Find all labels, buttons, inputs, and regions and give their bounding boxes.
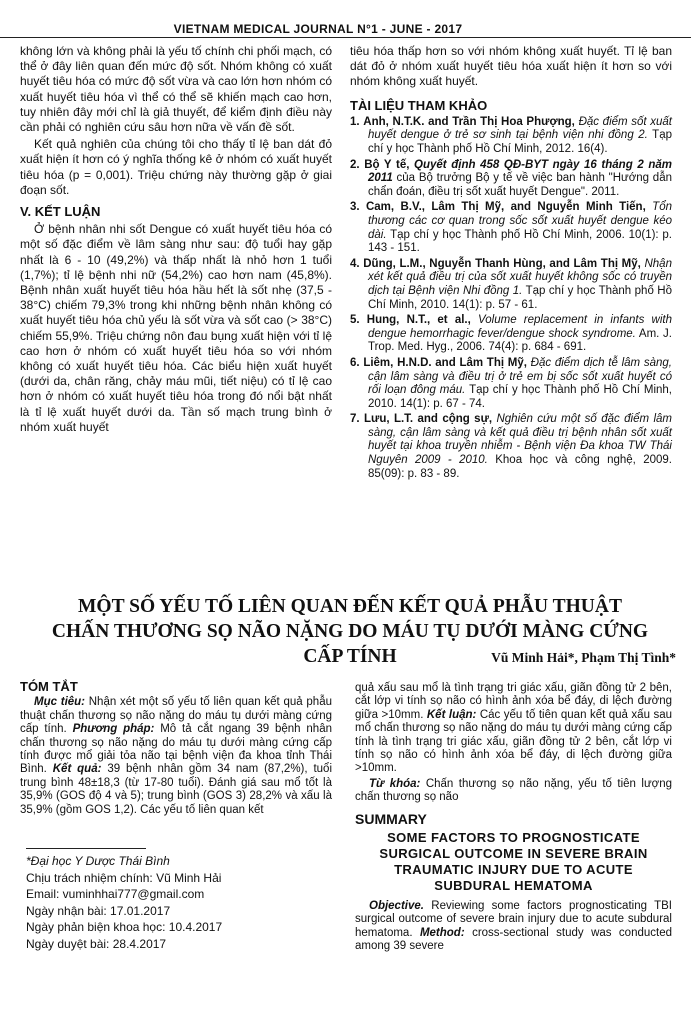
reference-number: 5. bbox=[350, 314, 360, 327]
reference-source: Tạp chí y học Thành phố Hồ Chí Minh, 2006. 10(1): p. 143 - 151. bbox=[368, 228, 672, 255]
reference-source: Am. J. Trop. Med. Hyg., 2006. 74(4): p. 684 - 691. bbox=[368, 327, 672, 354]
reference-title: Nhận xét kết quả điều trị của sốt xuất huyết không sốc có truyền dịch tại Bệnh viện Nhi đồng 1. bbox=[368, 257, 672, 297]
method-label: Phương pháp: bbox=[66, 723, 155, 736]
reference-number: 4. bbox=[350, 257, 360, 270]
objective-label: Objective. bbox=[369, 900, 424, 913]
date-received: Ngày nhận bài: 17.01.2017 bbox=[26, 903, 171, 918]
article-title-line-1: MỘT SỐ YẾU TỐ LIÊN QUAN ĐẾN KẾT QUẢ PHẪU THUẬT bbox=[78, 596, 622, 617]
reference-authors: Cam, B.V., Lâm Thị Mỹ, and Nguyễn Minh Tiến, bbox=[365, 201, 646, 214]
aim-text: Nhận xét một số yếu tố liên quan kết quả phẫu thuật chấn thương sọ não nặng do máu tụ dưới màng cứng cấp tính. bbox=[20, 696, 332, 736]
reference-authors: Dũng, L.M., Nguyễn Thanh Hùng, and Lâm Thị Mỹ, bbox=[363, 257, 641, 270]
journal-header: VIETNAM MEDICAL JOURNAL N°1 - JUNE - 2017 bbox=[173, 22, 463, 36]
reference-number: 6. bbox=[350, 356, 360, 369]
reference-source: Tạp chí y học Thành phố Hồ Chí Minh, 2010. 14(1): p. 57 - 61. bbox=[368, 284, 672, 311]
reference-title: Đặc điểm dịch tễ lâm sàng, cận lâm sàng và điều trị ở trẻ em bị sốc sốt xuất huyết có rối loạn đông máu. bbox=[368, 356, 672, 397]
reference-source: Khoa học và công nghệ, 2009. 85(09): p. 83 - 89. bbox=[368, 454, 673, 480]
reference-source: của Bộ trưởng Bộ y tế về việc ban hành "Hướng dẫn chẩn đoán, điều trị sốt xuất huyết Dengue". 2011. bbox=[368, 172, 672, 198]
reference-item bbox=[350, 258, 672, 312]
result-text: 39 bệnh nhân gồm 34 nam (87,2%), tuổi trung bình 48±18,3 (từ 17-80 tuổi). Đánh giá sau mổ tốt là 35,9% (GOS độ 4 và 5); trung bình (GOS 3) 28,2% và xấu là 35,9% (gồm GOS 1,2). Các yếu tố liên quan kết bbox=[20, 763, 332, 816]
right-column-top bbox=[350, 44, 672, 483]
conclusion-paragraph: Ở bệnh nhân nhi sốt Dengue có xuất huyết tiêu hóa có một số đặc điểm về lâm sàng như sau: độ tuổi hay gặp nhất là 6 - 10 (49,2%) và thấp nhất là nhỏ hơn 1 tuổi (1,7%); tỉ lệ bệnh nhi nữ (54,2%) cao hơn nam (45,8%). Bệnh nhân xuất huyết tiêu hóa hầu hết là sốt nhẹ (37,5 - 38°C) chiếm 79,3% trong khi những bệnh nhân không có xuất huyết tiêu hóa chủ yếu là sốt vừa và sốt cao (> 38°C) chiếm 55,9%. Triệu chứng nôn đau bụng xuất hiện với tỉ lệ cao hơn ở nhóm có xuất huyết tiêu hóa so với nhóm không có xuất huyết tiêu hóa. Các biểu hiện xuất huyết (dưới da, chân răng, chảy máu mũi, tiết niệu) có tỉ lệ cao hơn ở nhóm có xuất huyết tiêu hóa trong đó nổi bật nhất là tỉ lệ xuất huyết dưới da. Tần số mạch trung bình ở nhóm xuất huyết bbox=[20, 222, 332, 434]
conclusion-label: Kết luận: bbox=[423, 708, 477, 721]
reference-number: 1. bbox=[350, 115, 360, 128]
keywords-label: Từ khóa: bbox=[369, 777, 421, 790]
english-title-line-4: SUBDURAL HEMATOMA bbox=[434, 878, 593, 894]
reference-title: Volume replacement in infants with dengue hemorrhagic fever/dengue shock syndrome. bbox=[368, 314, 672, 340]
reference-number: 3. bbox=[350, 201, 360, 214]
discussion-paragraph-1: không lớn và không phải là yếu tố chính chi phối mạch, có thể ở đây liên quan đến mức độ sốt. Nhóm không có xuất huyết tiêu hóa có mức độ sốt vừa và cao lớn hơn nhóm có xuất huyết tiêu hóa vì thể có thể sẽ khiến mạch cao hơn, tuy nhiên đây mới chỉ là giả thuyết, để kiểm định điều này cần phải có nghiên cứu sâu hơn nữa về vấn đề sốt. bbox=[20, 44, 332, 135]
article-title-line-2: CHẤN THƯƠNG SỌ NÃO NẶNG DO MÁU TỤ DƯỚI MÀNG CỨNG CẤP TÍNH bbox=[51, 621, 649, 667]
email: Email: vuminhhai777@gmail.com bbox=[26, 887, 205, 901]
english-title bbox=[355, 830, 672, 894]
english-title-line-2: SURGICAL OUTCOME IN SEVERE BRAIN bbox=[379, 846, 648, 862]
responsible-author: Chịu trách nhiệm chính: Vũ Minh Hải bbox=[26, 870, 222, 885]
date-accepted: Ngày duyệt bài: 28.4.2017 bbox=[26, 936, 167, 951]
keywords-text: Chấn thương sọ não nặng, yếu tố tiên lượng chấn thương sọ não bbox=[355, 777, 672, 804]
reference-item bbox=[350, 116, 672, 157]
reference-title: Tổn thương các cơ quan trong sốc sốt xuất huyết dengue kéo dài. bbox=[368, 201, 672, 241]
keywords-paragraph bbox=[355, 778, 672, 805]
reference-source: Tạp chí y học Thành phố Hồ Chí Minh, 2010. 14(1): p. 67 - 74. bbox=[368, 384, 672, 410]
reference-number: 2. bbox=[350, 158, 360, 171]
reference-authors: Bộ Y tế, bbox=[364, 158, 410, 171]
result-label: Kết quả: bbox=[46, 763, 102, 776]
english-title-line-3: TRAUMATIC INJURY DUE TO ACUTE bbox=[394, 862, 633, 878]
reference-number: 7. bbox=[350, 413, 360, 426]
reference-item bbox=[350, 201, 672, 255]
reference-list bbox=[350, 116, 672, 481]
abstract-right-column bbox=[355, 682, 672, 956]
summary-heading: SUMMARY bbox=[355, 810, 427, 827]
reference-item bbox=[350, 159, 672, 200]
reference-item bbox=[350, 314, 672, 355]
method-en-label: Method: bbox=[412, 926, 465, 939]
abstract-continuation-text: quả xấu sau mổ là tình trạng tri giác xấu, giãn đồng tử 2 bên, cắt lớp vi tính sọ não có hình ảnh xóa bể đáy, di lệch đường giữa >10mm. bbox=[355, 682, 672, 721]
reference-source: Tạp chí y học Thành phố Hồ Chí Minh, 2012. 16(4). bbox=[368, 129, 672, 155]
footnote-divider bbox=[26, 848, 146, 849]
aim-label: Mục tiêu: bbox=[34, 696, 86, 709]
objective-text: Reviewing some factors prognosticating TBI surgical outcome of severe brain injury due to acute subdural hematoma. bbox=[355, 900, 672, 939]
english-title-line-1: SOME FACTORS TO PROGNOSTICATE bbox=[387, 830, 640, 846]
reference-authors: Lưu, L.T. and cộng sự, bbox=[363, 413, 493, 426]
header-divider bbox=[0, 37, 691, 38]
footnote bbox=[26, 853, 326, 952]
reference-title: Đặc điểm sốt xuất huyết dengue ở trẻ sơ sinh tại bệnh viện nhi đồng 2. bbox=[368, 115, 673, 142]
abstract-left-column bbox=[20, 680, 332, 819]
reference-authors: Liêm, H.N.D. and Lâm Thị Mỹ, bbox=[363, 356, 527, 369]
discussion-paragraph-2: Kết quả nghiên của chúng tôi cho thấy tỉ lệ ban dát đỏ xuất hiện ít hơn có ý nghĩa thống kê ở nhóm có xuất huyết tiêu hóa (p = 0,001). Triệu chứng này thường gặp ở giai đoạn sốt. bbox=[20, 137, 332, 197]
method-text: Mô tả cắt ngang 39 bệnh nhân chấn thương sọ não nặng do máu tụ dưới màng cứng cấp tính được mổ giải tỏa não tại bệnh viện đa khoa tỉnh Thái Bình. bbox=[20, 723, 332, 776]
abstract-heading: TÓM TẮT bbox=[20, 679, 78, 694]
article-authors: Vũ Minh Hải*, Phạm Thị Tình* bbox=[491, 650, 676, 665]
conclusion-continuation: tiêu hóa thấp hơn so với nhóm không xuất huyết. Tỉ lệ ban dát đỏ ở nhóm xuất huyết tiêu hóa xuất hiện ít hơn so với nhóm không xuất huyết. bbox=[350, 44, 672, 89]
reference-authors: Anh, N.T.K. and Trần Thị Hoa Phượng, bbox=[363, 115, 575, 128]
reference-item bbox=[350, 357, 672, 411]
english-abstract-paragraph bbox=[355, 900, 672, 954]
conclusion-heading: V. KẾT LUẬN bbox=[20, 204, 101, 220]
reference-title: Nghiên cứu một số đặc điểm lâm sàng, cận lâm sàng và kết quả điều trị bệnh nhân sốt xuất huyết tại khoa truyền nhiễm - Bệnh viện Đa khoa TW Thái Nguyên 2009 - 2010. bbox=[368, 413, 672, 467]
references-heading: TÀI LIỆU THAM KHẢO bbox=[350, 97, 488, 113]
reference-authors: Hung, N.T., et al., bbox=[366, 314, 471, 327]
date-reviewed: Ngày phản biện khoa học: 10.4.2017 bbox=[26, 920, 223, 934]
conclusion-text: Các yếu tố tiên quan kết quả xấu sau mổ chấn thương sọ não nặng do máu tụ dưới màng cứng cấp tính là tình trạng tri giác xấu, giãn đồng tử 2 bên, cắt lớp vi tính sọ não có hình ảnh xóa bể đáy, di lệch đường giữa >10mm. bbox=[355, 708, 672, 775]
affiliation: *Đại học Y Dược Thái Bình bbox=[26, 854, 170, 868]
reference-item bbox=[350, 413, 672, 481]
left-column-top bbox=[20, 44, 332, 437]
abstract-continuation bbox=[355, 682, 672, 776]
method-en-text: cross-sectional study was conducted among 39 severe bbox=[355, 926, 672, 953]
abstract-paragraph bbox=[20, 696, 332, 817]
reference-title: Quyết định 458 QĐ-BYT ngày 16 tháng 2 năm 2011 bbox=[368, 158, 672, 185]
